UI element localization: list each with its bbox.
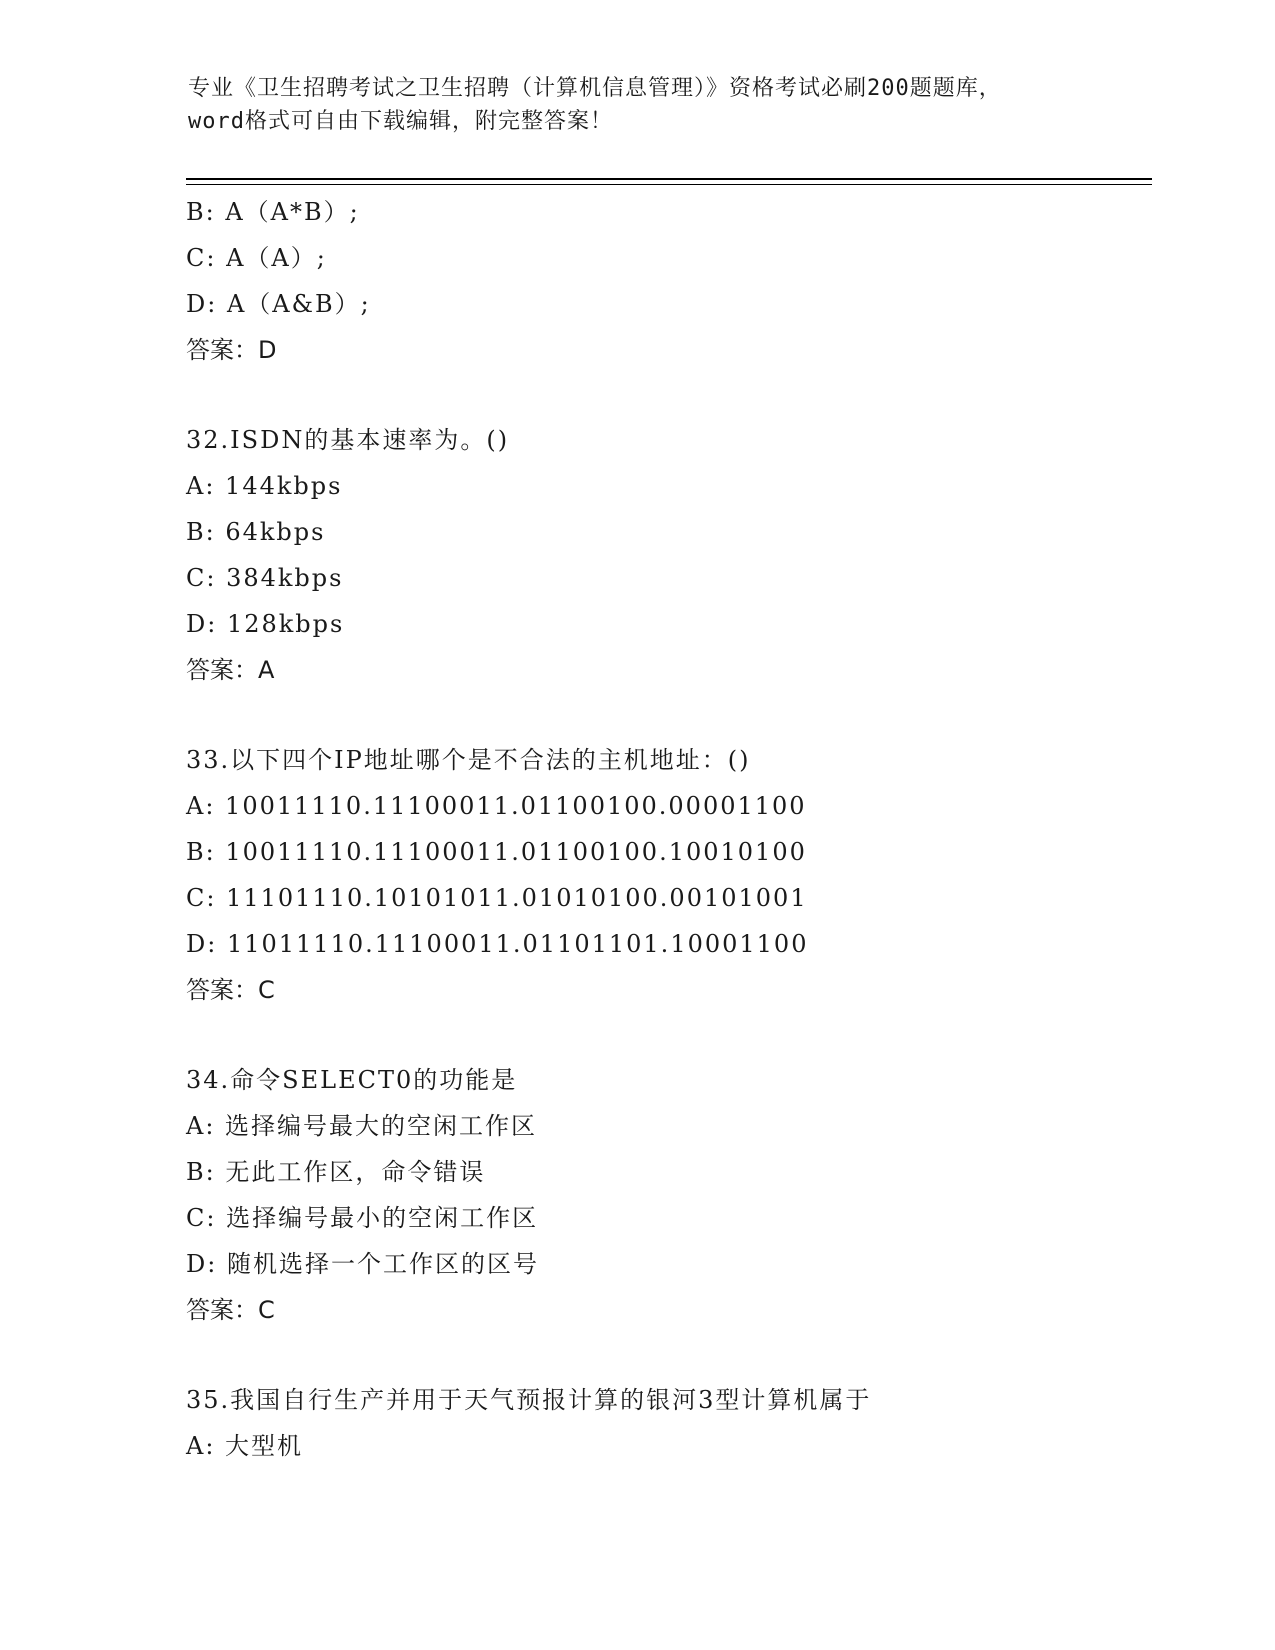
question-35 <box>186 1377 1152 1469</box>
question-stem: 34.命令SELECT0的功能是 <box>186 1066 518 1094</box>
option-a: A: 大型机 <box>186 1432 304 1460</box>
answer-label: 答案：C <box>186 976 275 1004</box>
option-d: D: 128kbps <box>186 610 345 638</box>
option-b: B: 10011110.11100011.01100100.10010100 <box>186 838 807 866</box>
option-a: A: 10011110.11100011.01100100.00001100 <box>186 792 807 820</box>
header-line-1: 专业《卫生招聘考试之卫生招聘（计算机信息管理）》资格考试必刷200题题库， <box>188 76 1002 101</box>
option-a: A: 选择编号最大的空闲工作区 <box>186 1112 538 1140</box>
question-32 <box>186 417 1152 693</box>
question-stem: 33.以下四个IP地址哪个是不合法的主机地址：() <box>186 746 751 774</box>
option-a: A: 144kbps <box>186 472 343 500</box>
option-b: B: 64kbps <box>186 518 326 546</box>
option-d: D: 随机选择一个工作区的区号 <box>186 1250 539 1278</box>
option-d: D: A（A&B）; <box>186 290 371 318</box>
document-header <box>188 72 1088 138</box>
answer-label: 答案：A <box>186 656 275 684</box>
question-33 <box>186 737 1152 1013</box>
option-b: B: A（A*B）; <box>186 198 360 226</box>
option-c: C: 11101110.10101011.01010100.00101001 <box>186 884 808 912</box>
question-stem: 32.ISDN的基本速率为。() <box>186 426 510 454</box>
question-list <box>186 189 1152 1469</box>
option-c: C: 选择编号最小的空闲工作区 <box>186 1204 539 1232</box>
header-line-2: word格式可自由下载编辑，附完整答案！ <box>188 109 613 134</box>
question-stem: 35.我国自行生产并用于天气预报计算的银河3型计算机属于 <box>186 1386 872 1414</box>
answer-label: 答案：C <box>186 1296 275 1324</box>
header-divider-thick <box>186 178 1152 180</box>
question-34 <box>186 1057 1152 1333</box>
option-b: B: 无此工作区，命令错误 <box>186 1158 486 1186</box>
answer-label: 答案：D <box>186 336 277 364</box>
option-d: D: 11011110.11100011.01101101.10001100 <box>186 930 809 958</box>
header-divider-thin <box>186 184 1152 185</box>
option-c: C: 384kbps <box>186 564 344 592</box>
question-31-continued <box>186 189 1152 373</box>
option-c: C: A（A）; <box>186 244 327 272</box>
